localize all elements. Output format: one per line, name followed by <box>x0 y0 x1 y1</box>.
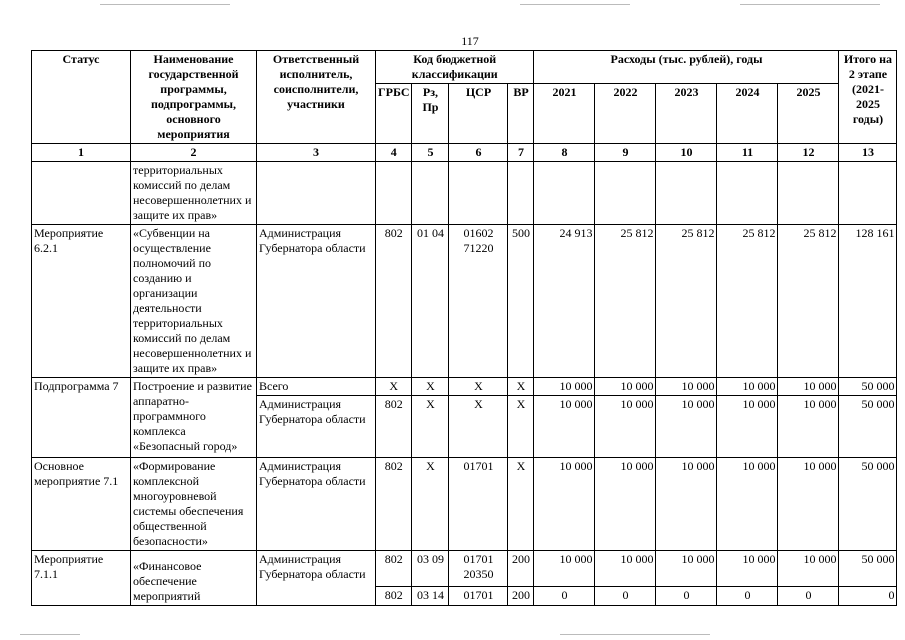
column-number-row <box>32 144 897 162</box>
header-expenses: Расходы (тыс. рублей), годы <box>534 51 839 84</box>
csr-cell: X <box>449 378 508 396</box>
scan-artifact-line <box>740 4 880 5</box>
header-csr: ЦСР <box>449 84 508 144</box>
vr-cell: 200 <box>508 586 534 605</box>
value-2024-cell: 25 812 <box>717 225 778 378</box>
header-executor: Ответственный исполнитель, соисполнители, участники <box>257 51 376 144</box>
value-2023-cell <box>656 162 717 225</box>
total-cell: 128 161 <box>839 225 897 378</box>
value-2024-cell: 10 000 <box>717 551 778 587</box>
column-number: 4 <box>376 144 412 162</box>
header-year-2021: 2021 <box>534 84 595 144</box>
name-cell: территориальных комиссий по делам несовершеннолетних и защите их прав» <box>131 162 257 225</box>
executor-cell: Администрация Губернатора области <box>257 225 376 378</box>
executor-cell: Администрация Губернатора области <box>257 458 376 551</box>
header-budget-code: Код бюджетной классификации <box>376 51 534 84</box>
vr-cell: 500 <box>508 225 534 378</box>
grbs-cell: 802 <box>376 225 412 378</box>
value-2025-cell: 10 000 <box>778 458 839 551</box>
column-number: 11 <box>717 144 778 162</box>
table-row <box>32 458 897 551</box>
scan-artifact-line <box>100 4 230 5</box>
rz-pr-cell: 03 14 <box>412 586 449 605</box>
value-2025-cell: 0 <box>778 586 839 605</box>
value-2023-cell: 25 812 <box>656 225 717 378</box>
column-number: 7 <box>508 144 534 162</box>
column-number: 6 <box>449 144 508 162</box>
value-2025-cell: 10 000 <box>778 551 839 587</box>
executor-cell: Всего <box>257 378 376 396</box>
executor-cell <box>257 162 376 225</box>
rz-pr-cell: X <box>412 378 449 396</box>
status-cell: Основное мероприятие 7.1 <box>32 458 131 551</box>
value-2022-cell: 10 000 <box>595 458 656 551</box>
value-2023-cell: 10 000 <box>656 378 717 396</box>
column-number: 9 <box>595 144 656 162</box>
page-number: 117 <box>461 34 479 48</box>
header-total: Итого на 2 этапе (2021-2025 годы) <box>839 51 897 144</box>
value-2024-cell <box>717 162 778 225</box>
csr-cell <box>449 162 508 225</box>
value-2025-cell: 25 812 <box>778 225 839 378</box>
rz-pr-cell: 01 04 <box>412 225 449 378</box>
value-2021-cell: 24 913 <box>534 225 595 378</box>
value-2024-cell: 0 <box>717 586 778 605</box>
column-number: 2 <box>131 144 257 162</box>
value-2025-cell <box>778 162 839 225</box>
header-name: Наименование государственной программы, подпрограммы, основного мероприятия <box>131 51 257 144</box>
value-2022-cell <box>595 162 656 225</box>
value-2022-cell: 10 000 <box>595 396 656 458</box>
value-2023-cell: 10 000 <box>656 551 717 587</box>
total-cell: 0 <box>839 586 897 605</box>
status-cell <box>32 162 131 225</box>
executor-cell: Администрация Губернатора области <box>257 396 376 458</box>
csr-cell: X <box>449 396 508 458</box>
grbs-cell <box>376 162 412 225</box>
total-cell: 50 000 <box>839 396 897 458</box>
column-number: 3 <box>257 144 376 162</box>
value-2021-cell: 10 000 <box>534 458 595 551</box>
total-cell: 50 000 <box>839 378 897 396</box>
vr-cell: X <box>508 396 534 458</box>
column-number: 13 <box>839 144 897 162</box>
csr-cell: 01701 20350 <box>449 551 508 587</box>
grbs-cell: X <box>376 378 412 396</box>
vr-cell: 200 <box>508 551 534 587</box>
value-2022-cell: 0 <box>595 586 656 605</box>
value-2021-cell <box>534 162 595 225</box>
scan-artifact-line <box>520 4 630 5</box>
column-number: 8 <box>534 144 595 162</box>
vr-cell <box>508 162 534 225</box>
status-cell: Мероприятие 7.1.1 <box>32 551 131 606</box>
vr-cell: X <box>508 378 534 396</box>
grbs-cell: 802 <box>376 458 412 551</box>
header-vr: ВР <box>508 84 534 144</box>
header-row <box>32 51 897 84</box>
header-year-2023: 2023 <box>656 84 717 144</box>
value-2022-cell: 10 000 <box>595 551 656 587</box>
grbs-cell: 802 <box>376 586 412 605</box>
column-number: 5 <box>412 144 449 162</box>
value-2024-cell: 10 000 <box>717 458 778 551</box>
value-2021-cell: 10 000 <box>534 551 595 587</box>
total-cell: 50 000 <box>839 551 897 587</box>
csr-cell: 01602 71220 <box>449 225 508 378</box>
value-2023-cell: 10 000 <box>656 458 717 551</box>
header-year-2022: 2022 <box>595 84 656 144</box>
name-cell: «Финансовое обеспечение мероприятий <box>131 551 257 606</box>
table-row <box>32 551 897 587</box>
csr-cell: 01701 <box>449 458 508 551</box>
value-2022-cell: 10 000 <box>595 378 656 396</box>
scan-artifact-line <box>20 634 80 635</box>
name-cell: «Формирование комплексной многоуровневой системы обеспечения общественной безопасности» <box>131 458 257 551</box>
status-cell: Мероприятие 6.2.1 <box>32 225 131 378</box>
column-number: 12 <box>778 144 839 162</box>
grbs-cell: 802 <box>376 396 412 458</box>
value-2024-cell: 10 000 <box>717 396 778 458</box>
header-status: Статус <box>32 51 131 144</box>
table-row <box>32 225 897 378</box>
value-2022-cell: 25 812 <box>595 225 656 378</box>
table-row <box>32 378 897 396</box>
value-2025-cell: 10 000 <box>778 378 839 396</box>
header-rz-pr: Рз, Пр <box>412 84 449 144</box>
value-2025-cell: 10 000 <box>778 396 839 458</box>
rz-pr-cell <box>412 162 449 225</box>
csr-cell: 01701 <box>449 586 508 605</box>
value-2021-cell: 0 <box>534 586 595 605</box>
scan-artifact-line <box>560 634 710 635</box>
value-2023-cell: 10 000 <box>656 396 717 458</box>
header-year-2024: 2024 <box>717 84 778 144</box>
value-2021-cell: 10 000 <box>534 378 595 396</box>
budget-table <box>31 50 897 606</box>
executor-cell: Администрация Губернатора области <box>257 551 376 606</box>
header-grbs: ГРБС <box>376 84 412 144</box>
column-number: 10 <box>656 144 717 162</box>
total-cell: 50 000 <box>839 458 897 551</box>
rz-pr-cell: X <box>412 458 449 551</box>
vr-cell: X <box>508 458 534 551</box>
header-year-2025: 2025 <box>778 84 839 144</box>
value-2021-cell: 10 000 <box>534 396 595 458</box>
value-2023-cell: 0 <box>656 586 717 605</box>
rz-pr-cell: X <box>412 396 449 458</box>
rz-pr-cell: 03 09 <box>412 551 449 587</box>
value-2024-cell: 10 000 <box>717 378 778 396</box>
total-cell <box>839 162 897 225</box>
name-cell: Построение и развитие аппаратно-программного комплекса «Безопасный город» <box>131 378 257 458</box>
column-number: 1 <box>32 144 131 162</box>
table-row <box>32 162 897 225</box>
name-cell: «Субвенции на осуществление полномочий по созданию и организации деятельности территориальных комиссий по делам несовершеннолетних и защите их прав» <box>131 225 257 378</box>
status-cell: Подпрограмма 7 <box>32 378 131 458</box>
grbs-cell: 802 <box>376 551 412 587</box>
